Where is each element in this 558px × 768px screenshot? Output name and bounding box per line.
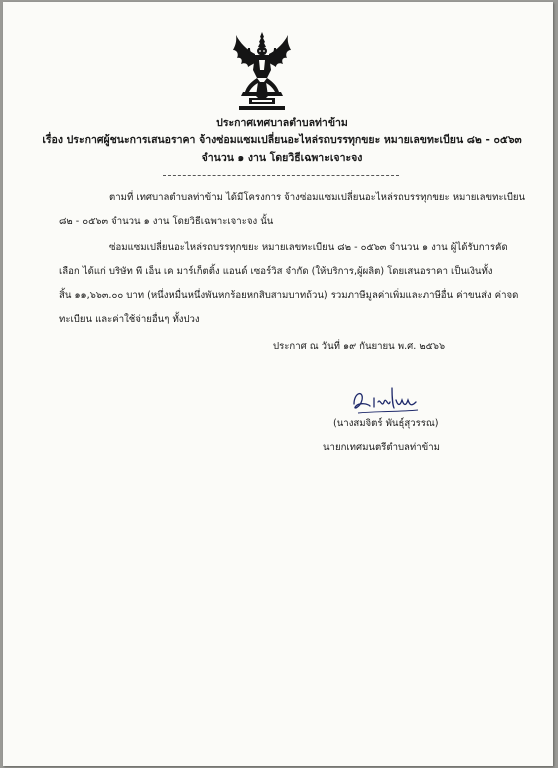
- para1-line2: ๘๒ - ๐๕๖๓ จำนวน ๑ งาน โดยวิธีเฉพาะเจาะจง นั้น: [59, 216, 274, 227]
- document-page: [3, 2, 553, 766]
- para2-line1: ซ่อมแซมเปลี่ยนอะไหล่รถบรรทุกขยะ หมายเลขทะเบียน ๘๒ - ๐๕๖๓ จำนวน ๑ งาน ผู้ได้รับการคัด: [109, 242, 508, 253]
- document-subject-continued: จำนวน ๑ งาน โดยวิธีเฉพาะเจาะจง: [201, 152, 363, 164]
- header-divider: [163, 175, 399, 176]
- signer-name: (นางสมจิตร์ พันธุ์สุวรรณ): [333, 418, 439, 429]
- document-title: ประกาศเทศบาลตำบลท่าข้าม: [216, 117, 348, 129]
- para2-line3: สิ้น ๑๑,๖๖๓.๐๐ บาท (หนึ่งหมื่นหนึ่งพันหกร้อยหกสิบสามบาทถ้วน) รวมภาษีมูลค่าเพิ่มและภาษีอื่น ค่าขนส่ง ค่าจด: [59, 290, 519, 301]
- para1-line1: ตามที่ เทศบาลตำบลท่าข้าม ได้มีโครงการ จ้างซ่อมแซมเปลี่ยนอะไหล่รถบรรทุกขยะ หมายเลขทะเบียน: [109, 192, 526, 203]
- document-subject: เรื่อง ประกาศผู้ชนะการเสนอราคา จ้างซ่อมแซมเปลี่ยนอะไหล่รถบรรทุกขยะ หมายเลขทะเบียน ๘๒ - ๐๕๖๓: [42, 134, 522, 146]
- announcement-date: ประกาศ ณ วันที่ ๑๙ กันยายน พ.ศ. ๒๕๖๖: [273, 341, 446, 352]
- garuda-emblem-icon: [231, 30, 293, 112]
- para2-line2: เลือก ได้แก่ บริษัท พี เอ็น เค มาร์เก็ตติ้ง แอนด์ เซอร์วิส จำกัด (ให้บริการ,ผู้ผลิต) โดยเสนอราคา เป็นเงินทั้ง: [59, 266, 493, 277]
- handwritten-signature: [348, 380, 428, 420]
- signer-title: นายกเทศมนตรีตำบลท่าข้าม: [323, 442, 440, 453]
- para2-line4: ทะเบียน และค่าใช้จ่ายอื่นๆ ทั้งปวง: [59, 314, 200, 325]
